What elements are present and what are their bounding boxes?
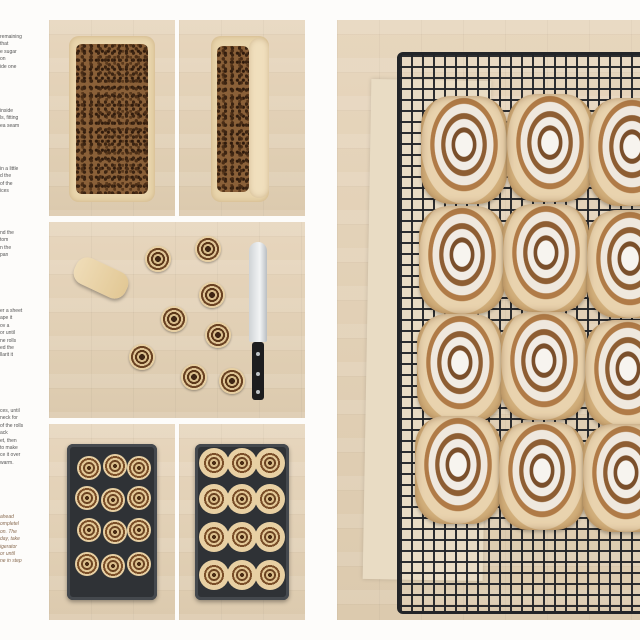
roll-slice <box>205 322 231 348</box>
roll-slice <box>181 364 207 390</box>
pan-roll <box>227 522 257 552</box>
glazed-roll <box>421 96 507 204</box>
step-4-text: nd the tom n the pan <box>0 230 14 259</box>
pan-roll <box>255 448 285 478</box>
glazed-roll <box>507 94 593 202</box>
glazed-roll <box>415 416 501 524</box>
glazed-roll <box>585 320 640 428</box>
pan-roll <box>127 518 151 542</box>
photo-cut-slices <box>49 222 305 418</box>
glazed-roll <box>503 204 589 312</box>
roll-slice <box>161 306 187 332</box>
photo-filled-dough <box>49 20 175 216</box>
instruction-column <box>0 20 46 620</box>
step-1-text: remaining that e sugar on ide one <box>0 34 22 70</box>
pan-roll <box>77 456 101 480</box>
roll-slice <box>199 282 225 308</box>
pan-roll <box>199 522 229 552</box>
pan-roll <box>75 486 99 510</box>
pan-roll <box>101 554 125 578</box>
photo-finished-rolls <box>337 20 640 620</box>
pan-roll <box>127 456 151 480</box>
photo-pan-before-rise <box>49 424 175 620</box>
pan-roll <box>127 552 151 576</box>
pan-roll <box>255 484 285 514</box>
dough-log-end <box>70 253 133 302</box>
rolled-edge <box>249 38 269 198</box>
step-6-text: ces, until neck for of the rolls ack et, then to make ce it over warm. <box>0 408 24 466</box>
step-5-text: er a sheet ape it ov a or until ne rolls ed the llarit it <box>0 308 23 359</box>
pan-roll <box>255 522 285 552</box>
roll-slice <box>195 236 221 262</box>
roll-slice <box>145 246 171 272</box>
glazed-roll <box>419 206 505 314</box>
pan-roll <box>227 448 257 478</box>
photo-pan-after-rise <box>179 424 305 620</box>
pan-roll <box>255 560 285 590</box>
glazed-roll <box>583 424 640 532</box>
pan-roll <box>227 484 257 514</box>
knife-icon <box>249 242 267 342</box>
glazed-roll <box>501 312 587 420</box>
pan-roll <box>103 520 127 544</box>
glazed-roll <box>587 210 640 318</box>
filling-strip <box>217 46 249 192</box>
step-2-text: inside ls, fitting ea seam <box>0 108 20 129</box>
photo-rolling-dough <box>179 20 305 216</box>
glazed-roll <box>499 422 585 530</box>
knife-rivet <box>256 352 260 356</box>
glazed-roll <box>417 314 503 422</box>
filling-layer <box>76 44 148 194</box>
pan-roll <box>101 488 125 512</box>
pan-roll <box>127 486 151 510</box>
glazed-roll <box>589 98 640 206</box>
roll-slice <box>129 344 155 370</box>
pan-roll <box>77 518 101 542</box>
pan-roll <box>199 484 229 514</box>
pan-roll <box>75 552 99 576</box>
pan-roll <box>227 560 257 590</box>
roll-slice <box>219 368 245 394</box>
make-ahead-note: ahead ompletel on. The day, take igerator or until ne in step <box>0 514 22 565</box>
knife-rivet <box>256 390 260 394</box>
pan-roll <box>103 454 127 478</box>
knife-rivet <box>256 372 260 376</box>
step-3-text: in a little d the of the ices <box>0 166 19 195</box>
pan-roll <box>199 448 229 478</box>
pan-roll <box>199 560 229 590</box>
